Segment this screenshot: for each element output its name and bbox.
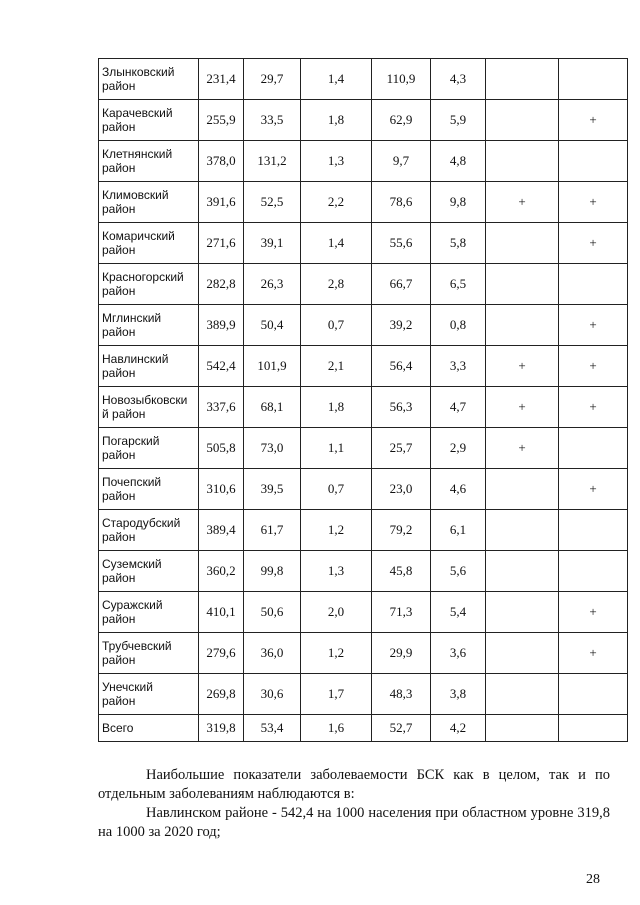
value-cell: 2,8 <box>301 264 372 305</box>
value-cell: 378,0 <box>199 141 244 182</box>
value-cell: 39,1 <box>244 223 301 264</box>
mark-cell <box>486 305 559 346</box>
value-cell: 1,3 <box>301 551 372 592</box>
value-cell: 66,7 <box>372 264 431 305</box>
value-cell: 30,6 <box>244 674 301 715</box>
value-cell: 4,3 <box>431 59 486 100</box>
value-cell: 389,4 <box>199 510 244 551</box>
district-name: Суражский район <box>99 592 199 633</box>
value-cell: 2,9 <box>431 428 486 469</box>
district-name: Клетнянский район <box>99 141 199 182</box>
value-cell: 505,8 <box>199 428 244 469</box>
value-cell: 53,4 <box>244 715 301 742</box>
value-cell: 9,8 <box>431 182 486 223</box>
mark-cell: + <box>486 428 559 469</box>
page-number: 28 <box>586 872 600 887</box>
value-cell: 310,6 <box>199 469 244 510</box>
table-body <box>99 59 628 742</box>
table-row <box>99 387 628 428</box>
mark-cell: + <box>559 223 628 264</box>
value-cell: 52,7 <box>372 715 431 742</box>
mark-cell <box>559 264 628 305</box>
value-cell: 3,3 <box>431 346 486 387</box>
mark-cell: + <box>559 469 628 510</box>
district-name: Мглинский район <box>99 305 199 346</box>
paragraph-intro: Наибольшие показатели заболеваемости БСК как в целом, так и по отдельным заболеваниям наблюдаются в: <box>98 767 610 802</box>
value-cell: 4,8 <box>431 141 486 182</box>
value-cell: 99,8 <box>244 551 301 592</box>
value-cell: 1,8 <box>301 387 372 428</box>
value-cell: 61,7 <box>244 510 301 551</box>
value-cell: 1,1 <box>301 428 372 469</box>
mark-cell <box>486 223 559 264</box>
district-name: Красногорский район <box>99 264 199 305</box>
table-row <box>99 510 628 551</box>
value-cell: 5,9 <box>431 100 486 141</box>
district-name: Почепский район <box>99 469 199 510</box>
value-cell: 389,9 <box>199 305 244 346</box>
table-row <box>99 141 628 182</box>
table-row <box>99 633 628 674</box>
value-cell: 282,8 <box>199 264 244 305</box>
value-cell: 542,4 <box>199 346 244 387</box>
value-cell: 0,7 <box>301 305 372 346</box>
mark-cell: + <box>486 346 559 387</box>
value-cell: 6,1 <box>431 510 486 551</box>
value-cell: 1,3 <box>301 141 372 182</box>
value-cell: 52,5 <box>244 182 301 223</box>
value-cell: 319,8 <box>199 715 244 742</box>
mark-cell <box>486 592 559 633</box>
value-cell: 33,5 <box>244 100 301 141</box>
mark-cell <box>559 510 628 551</box>
mark-cell <box>486 100 559 141</box>
table-row <box>99 59 628 100</box>
mark-cell <box>559 59 628 100</box>
value-cell: 50,4 <box>244 305 301 346</box>
mark-cell: + <box>559 592 628 633</box>
value-cell: 337,6 <box>199 387 244 428</box>
value-cell: 101,9 <box>244 346 301 387</box>
mark-cell <box>559 551 628 592</box>
value-cell: 2,0 <box>301 592 372 633</box>
value-cell: 255,9 <box>199 100 244 141</box>
value-cell: 36,0 <box>244 633 301 674</box>
value-cell: 78,6 <box>372 182 431 223</box>
mark-cell <box>559 141 628 182</box>
district-name: Злынковский район <box>99 59 199 100</box>
value-cell: 1,4 <box>301 59 372 100</box>
mark-cell <box>486 264 559 305</box>
value-cell: 71,3 <box>372 592 431 633</box>
district-name: Климовский район <box>99 182 199 223</box>
value-cell: 231,4 <box>199 59 244 100</box>
value-cell: 2,1 <box>301 346 372 387</box>
mark-cell <box>559 428 628 469</box>
value-cell: 73,0 <box>244 428 301 469</box>
table-row <box>99 469 628 510</box>
value-cell: 1,2 <box>301 633 372 674</box>
district-name: Погарский район <box>99 428 199 469</box>
table-row <box>99 223 628 264</box>
district-name: Суземский район <box>99 551 199 592</box>
mark-cell <box>486 551 559 592</box>
value-cell: 0,8 <box>431 305 486 346</box>
value-cell: 3,6 <box>431 633 486 674</box>
value-cell: 1,2 <box>301 510 372 551</box>
value-cell: 3,8 <box>431 674 486 715</box>
table-row <box>99 674 628 715</box>
value-cell: 39,5 <box>244 469 301 510</box>
value-cell: 9,7 <box>372 141 431 182</box>
value-cell: 4,7 <box>431 387 486 428</box>
district-name: Всего <box>99 715 199 742</box>
mark-cell: + <box>486 182 559 223</box>
table-row <box>99 551 628 592</box>
value-cell: 45,8 <box>372 551 431 592</box>
mark-cell: + <box>559 633 628 674</box>
district-name: Навлинский район <box>99 346 199 387</box>
value-cell: 2,2 <box>301 182 372 223</box>
mark-cell: + <box>559 182 628 223</box>
mark-cell: + <box>559 346 628 387</box>
mark-cell <box>486 633 559 674</box>
paragraph-navlinsky: Навлинском районе - 542,4 на 1000 населения при областном уровне 319,8 на 1000 за 2020 год; <box>98 805 610 840</box>
table-row <box>99 592 628 633</box>
value-cell: 29,9 <box>372 633 431 674</box>
value-cell: 23,0 <box>372 469 431 510</box>
value-cell: 1,4 <box>301 223 372 264</box>
morbidity-table <box>98 58 628 742</box>
table-row <box>99 305 628 346</box>
mark-cell: + <box>486 387 559 428</box>
value-cell: 131,2 <box>244 141 301 182</box>
value-cell: 5,6 <box>431 551 486 592</box>
district-name: Унечский район <box>99 674 199 715</box>
table-row <box>99 100 628 141</box>
mark-cell <box>486 59 559 100</box>
mark-cell: + <box>559 305 628 346</box>
table-row <box>99 264 628 305</box>
value-cell: 25,7 <box>372 428 431 469</box>
district-name: Трубчевский район <box>99 633 199 674</box>
value-cell: 55,6 <box>372 223 431 264</box>
value-cell: 1,7 <box>301 674 372 715</box>
table-row <box>99 715 628 742</box>
value-cell: 6,5 <box>431 264 486 305</box>
value-cell: 68,1 <box>244 387 301 428</box>
value-cell: 56,3 <box>372 387 431 428</box>
value-cell: 391,6 <box>199 182 244 223</box>
mark-cell <box>559 715 628 742</box>
district-name: Карачевский район <box>99 100 199 141</box>
value-cell: 4,2 <box>431 715 486 742</box>
mark-cell <box>486 510 559 551</box>
table-row <box>99 346 628 387</box>
value-cell: 1,8 <box>301 100 372 141</box>
value-cell: 271,6 <box>199 223 244 264</box>
value-cell: 110,9 <box>372 59 431 100</box>
value-cell: 5,4 <box>431 592 486 633</box>
value-cell: 360,2 <box>199 551 244 592</box>
mark-cell <box>559 674 628 715</box>
value-cell: 26,3 <box>244 264 301 305</box>
mark-cell: + <box>559 100 628 141</box>
value-cell: 48,3 <box>372 674 431 715</box>
value-cell: 5,8 <box>431 223 486 264</box>
table-row <box>99 428 628 469</box>
value-cell: 79,2 <box>372 510 431 551</box>
mark-cell: + <box>559 387 628 428</box>
mark-cell <box>486 674 559 715</box>
district-name: Новозыбковски й район <box>99 387 199 428</box>
mark-cell <box>486 715 559 742</box>
value-cell: 1,6 <box>301 715 372 742</box>
value-cell: 0,7 <box>301 469 372 510</box>
value-cell: 39,2 <box>372 305 431 346</box>
district-name: Стародубский район <box>99 510 199 551</box>
value-cell: 279,6 <box>199 633 244 674</box>
value-cell: 410,1 <box>199 592 244 633</box>
value-cell: 269,8 <box>199 674 244 715</box>
district-name: Комаричский район <box>99 223 199 264</box>
value-cell: 62,9 <box>372 100 431 141</box>
mark-cell <box>486 469 559 510</box>
mark-cell <box>486 141 559 182</box>
table-row <box>99 182 628 223</box>
value-cell: 29,7 <box>244 59 301 100</box>
value-cell: 56,4 <box>372 346 431 387</box>
value-cell: 4,6 <box>431 469 486 510</box>
value-cell: 50,6 <box>244 592 301 633</box>
